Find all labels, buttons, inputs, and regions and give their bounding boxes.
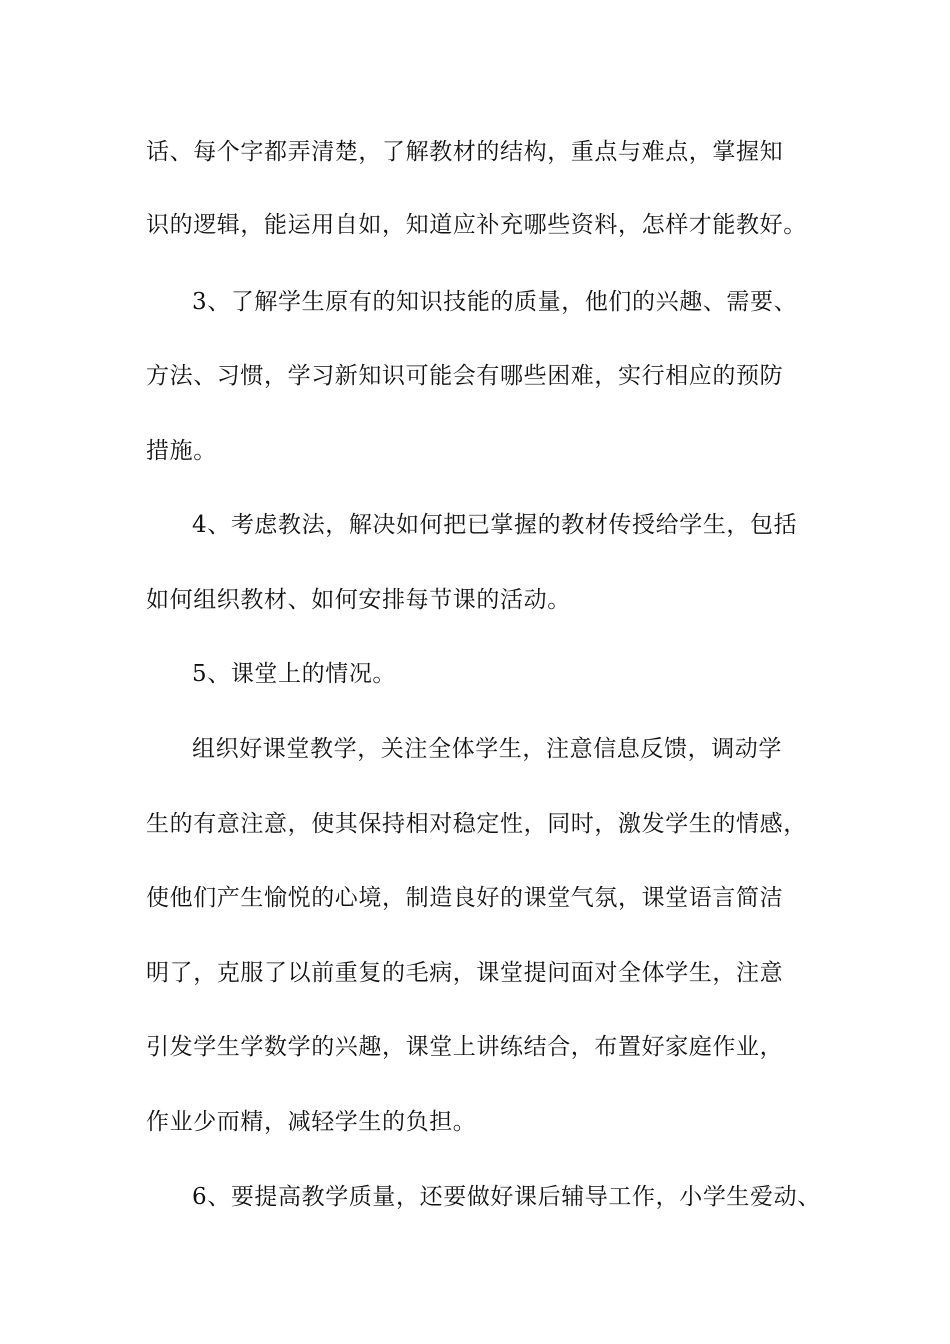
text-line: 方法、习惯，学习新知识可能会有哪些困难，实行相应的预防 — [146, 363, 784, 389]
text-line: 使他们产生愉悦的心境，制造良好的课堂气氛，课堂语言简洁 — [146, 885, 784, 911]
paragraph-3-line: 3、了解学生原有的知识技能的质量，他们的兴趣、需要、 — [192, 289, 798, 315]
text-line: 作业少而精，减轻学生的负担。 — [146, 1109, 477, 1135]
text-line: 引发学生学数学的兴趣，课堂上讲练结合，布置好家庭作业， — [146, 1034, 784, 1060]
text-line: 生的有意注意，使其保持相对稳定性，同时，激发学生的情感， — [146, 811, 807, 837]
text-line: 话、每个字都弄清楚，了解教材的结构，重点与难点，掌握知 — [146, 139, 784, 165]
text-line: 如何组织教材、如何安排每节课的活动。 — [146, 587, 571, 613]
paragraph-line: 组织好课堂教学，关注全体学生，注意信息反馈，调动学 — [192, 736, 782, 762]
paragraph-4-line: 4、考虑教法，解决如何把已掌握的教材传授给学生，包括 — [192, 512, 798, 538]
paragraph-6-line: 6、要提高教学质量，还要做好课后辅导工作，小学生爱动、 — [192, 1184, 821, 1210]
paragraph-5-line: 5、课堂上的情况。 — [192, 661, 397, 687]
text-line: 措施。 — [146, 438, 217, 464]
text-line: 明了，克服了以前重复的毛病，课堂提问面对全体学生，注意 — [146, 960, 784, 986]
text-line: 识的逻辑，能运用自如，知道应补充哪些资料，怎样才能教好。 — [146, 212, 807, 238]
